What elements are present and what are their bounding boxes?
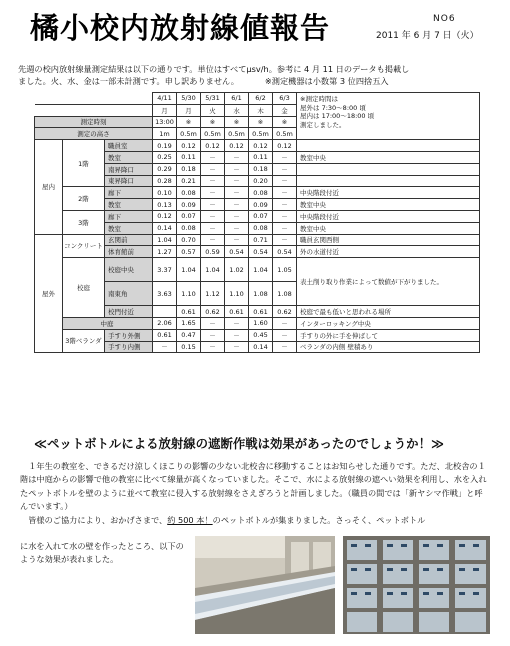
- outdoor-label: 屋外: [35, 234, 63, 353]
- value-cell: 0.19: [153, 140, 177, 152]
- value-cell: －: [225, 187, 249, 199]
- value-cell: 1.08: [273, 282, 297, 306]
- table-row: [35, 258, 480, 282]
- height-cell: 0.5m: [273, 128, 297, 140]
- value-cell: －: [273, 199, 297, 211]
- concrete-label: コンクリート: [63, 234, 105, 258]
- radiation-table: [34, 92, 480, 353]
- time-cell: 13:00: [153, 116, 177, 128]
- remark-cell: インターロッキング中央: [297, 317, 480, 329]
- bottle-shelf-image: [343, 536, 490, 634]
- height-label: 測定の高さ: [35, 128, 153, 140]
- value-cell: －: [225, 341, 249, 353]
- row-place-label: 手すり内側: [105, 341, 153, 353]
- bottle-wall-photo: [195, 536, 335, 634]
- value-cell: 1.05: [273, 258, 297, 282]
- schoolyard-label: 校庭: [63, 258, 105, 318]
- row-place-label: 校庭中央: [105, 258, 153, 282]
- date-cell: 6/1: [225, 93, 249, 105]
- article-closing: に水を入れて水の壁を作ったところ、以下のような効果が表れました。: [20, 541, 184, 565]
- remark-cell: [297, 163, 480, 175]
- value-cell: 0.20: [249, 175, 273, 187]
- remark-cell: 教室中央: [297, 151, 480, 163]
- remark-cell: 外の水道付近: [297, 246, 480, 258]
- value-cell: 0.08: [249, 222, 273, 234]
- value-cell: 0.07: [249, 210, 273, 222]
- weekday-cell: 月: [153, 104, 177, 116]
- date-cell: 6/2: [249, 93, 273, 105]
- value-cell: －: [225, 234, 249, 246]
- value-cell: 0.62: [201, 306, 225, 318]
- weekday-cell: 木: [249, 104, 273, 116]
- value-cell: －: [201, 234, 225, 246]
- value-cell: －: [225, 175, 249, 187]
- height-cell: 1m: [153, 128, 177, 140]
- value-cell: 0.08: [177, 222, 201, 234]
- value-cell: 0.10: [153, 187, 177, 199]
- value-cell: 0.07: [177, 210, 201, 222]
- table-row: [35, 187, 480, 199]
- floor-3-label: 3階: [63, 210, 105, 234]
- value-cell: －: [225, 163, 249, 175]
- value-cell: 0.14: [249, 341, 273, 353]
- date-cell: 5/31: [201, 93, 225, 105]
- value-cell: －: [273, 341, 297, 353]
- measurement-time-memo: ※測定時間は 屋外は 7:30～8:00 頃 屋内は 17:00～18:00 頃 測定しました。: [297, 93, 480, 140]
- value-cell: 1.27: [153, 246, 177, 258]
- value-cell: 0.47: [177, 329, 201, 341]
- date-row: [35, 93, 480, 105]
- remark-cell: 校庭で最も低いと思われる場所: [297, 306, 480, 318]
- row-place-label: 玄関前: [105, 234, 153, 246]
- value-cell: 0.70: [177, 234, 201, 246]
- value-cell: －: [201, 222, 225, 234]
- remark-cell: 手すりの外に手を伸ばして: [297, 329, 480, 341]
- remark-cell: 教室中央: [297, 222, 480, 234]
- value-cell: 0.25: [153, 151, 177, 163]
- row-place-label: 職員室: [105, 140, 153, 152]
- value-cell: 3.37: [153, 258, 177, 282]
- value-cell: 1.04: [201, 258, 225, 282]
- value-cell: 1.10: [177, 282, 201, 306]
- value-cell: －: [153, 341, 177, 353]
- value-cell: 0.12: [249, 140, 273, 152]
- row-place-label: 教室: [105, 199, 153, 211]
- time-cell: ※: [225, 116, 249, 128]
- remark-cell: 職員玄関西側: [297, 234, 480, 246]
- value-cell: 2.06: [153, 317, 177, 329]
- value-cell: －: [273, 163, 297, 175]
- value-cell: 0.61: [225, 306, 249, 318]
- article-paragraph-1: １年生の教室を、できるだけ涼しくほこりの影響の少ない北校舎に移動することはお知らせした通りです。ただ、北校舎の１階は中庭からの影響で他の教室に比べて線量が高くなっていました。そこで、水による放射線の遮へい効果を利用し、水を入れたペットボトルを壁のように並べて教室に侵入する放射線をさえぎろうと計画しました。（職員の間では「新ヤシマ作戦」と呼んでいます。）: [20, 461, 487, 512]
- remark-cell: 中央階段付近: [297, 187, 480, 199]
- value-cell: 1.65: [177, 317, 201, 329]
- table-row: [35, 140, 480, 152]
- row-place-label: 体育館前: [105, 246, 153, 258]
- table-row: [35, 317, 480, 329]
- value-cell: 0.45: [249, 329, 273, 341]
- remark-cell: 表土削り取り作業によって数値が下がりました。: [297, 258, 480, 306]
- row-place-label: 南東角: [105, 282, 153, 306]
- table-row: [35, 210, 480, 222]
- value-cell: 1.60: [249, 317, 273, 329]
- value-cell: －: [201, 317, 225, 329]
- value-cell: 0.11: [177, 151, 201, 163]
- value-cell: －: [273, 175, 297, 187]
- value-cell: 0.09: [249, 199, 273, 211]
- value-cell: 0.54: [225, 246, 249, 258]
- value-cell: 0.09: [177, 199, 201, 211]
- value-cell: －: [273, 222, 297, 234]
- value-cell: 0.18: [177, 163, 201, 175]
- value-cell: 0.29: [153, 163, 177, 175]
- value-cell: －: [225, 151, 249, 163]
- weekday-cell: 月: [177, 104, 201, 116]
- date-cell: 4/11: [153, 93, 177, 105]
- row-place-label: 廊下: [105, 187, 153, 199]
- intro-text: [18, 64, 492, 87]
- value-cell: －: [273, 329, 297, 341]
- intro-note: ※測定機器は小数第 3 位四捨五入: [264, 75, 389, 86]
- article-body: [20, 460, 490, 527]
- row-place-label: 教室: [105, 222, 153, 234]
- intro-line-2: ました。火、水、金は一部未計測です。申し訳ありません。: [18, 75, 239, 86]
- remark-cell: [297, 175, 480, 187]
- weekday-cell: 火: [201, 104, 225, 116]
- value-cell: －: [225, 222, 249, 234]
- value-cell: 0.61: [177, 306, 201, 318]
- value-cell: 0.57: [177, 246, 201, 258]
- value-cell: －: [273, 151, 297, 163]
- row-place-label: 校門付近: [105, 306, 153, 318]
- value-cell: 0.13: [153, 199, 177, 211]
- time-label: 測定時刻: [35, 116, 153, 128]
- value-cell: 0.14: [153, 222, 177, 234]
- row-place-label: 教室: [105, 151, 153, 163]
- value-cell: 0.15: [177, 341, 201, 353]
- time-cell: ※: [201, 116, 225, 128]
- value-cell: －: [273, 187, 297, 199]
- date-cell: 6/3: [273, 93, 297, 105]
- value-cell: 0.61: [249, 306, 273, 318]
- value-cell: －: [273, 210, 297, 222]
- value-cell: 1.12: [201, 282, 225, 306]
- remark-cell: ベランダの内側 壁積あり: [297, 341, 480, 353]
- value-cell: 0.54: [249, 246, 273, 258]
- value-cell: －: [201, 151, 225, 163]
- value-cell: 1.04: [177, 258, 201, 282]
- table-row: [35, 329, 480, 341]
- floor-1-label: 1階: [63, 140, 105, 187]
- value-cell: －: [201, 341, 225, 353]
- bottle-shelf-photo: [343, 536, 490, 634]
- row-place-label: 手すり外側: [105, 329, 153, 341]
- value-cell: 0.62: [273, 306, 297, 318]
- remark-cell: [297, 140, 480, 152]
- remark-cell: 中央階段付近: [297, 210, 480, 222]
- value-cell: 0.71: [249, 234, 273, 246]
- value-cell: －: [225, 199, 249, 211]
- value-cell: 1.04: [249, 258, 273, 282]
- height-cell: 0.5m: [225, 128, 249, 140]
- value-cell: [153, 306, 177, 318]
- value-cell: －: [273, 317, 297, 329]
- row-place-label: 中庭: [63, 317, 153, 329]
- value-cell: 0.59: [201, 246, 225, 258]
- weekday-cell: 金: [273, 104, 297, 116]
- article-paragraph-2: 皆様のご協力により、おかげさまで、約 500 本！のペットボトルが集まりました。さっそく、ペットボトル: [28, 514, 426, 525]
- date-cell: 5/30: [177, 93, 201, 105]
- row-place-label: 南昇降口: [105, 163, 153, 175]
- value-cell: 1.08: [249, 282, 273, 306]
- value-cell: 0.12: [273, 140, 297, 152]
- row-place-label: 東昇降口: [105, 175, 153, 187]
- height-cell: 0.5m: [177, 128, 201, 140]
- value-cell: 3.63: [153, 282, 177, 306]
- value-cell: －: [201, 210, 225, 222]
- value-cell: －: [225, 317, 249, 329]
- floor-2-label: 2階: [63, 187, 105, 211]
- issue-date: 2011 年 6 月 7 日（火）: [376, 31, 479, 41]
- value-cell: 0.11: [249, 151, 273, 163]
- value-cell: 0.12: [225, 140, 249, 152]
- value-cell: 0.08: [177, 187, 201, 199]
- time-cell: ※: [177, 116, 201, 128]
- section-headline: ≪ペットボトルによる放射線の遮断作戦は効果があったのでしょうか！≫: [34, 436, 444, 451]
- row-place-label: 廊下: [105, 210, 153, 222]
- bottle-wall-image: [195, 536, 335, 634]
- value-cell: 0.08: [249, 187, 273, 199]
- value-cell: －: [201, 175, 225, 187]
- height-cell: 0.5m: [201, 128, 225, 140]
- veranda-label: 3階ベランダ: [63, 329, 105, 353]
- indoor-label: 屋内: [35, 140, 63, 234]
- value-cell: 0.12: [177, 140, 201, 152]
- value-cell: 0.18: [249, 163, 273, 175]
- issue-number: NO6: [433, 14, 456, 24]
- table-row: [35, 234, 480, 246]
- weekday-cell: 水: [225, 104, 249, 116]
- value-cell: －: [201, 163, 225, 175]
- value-cell: －: [201, 329, 225, 341]
- bottle-count: 約 500 本！: [167, 514, 213, 525]
- value-cell: 1.02: [225, 258, 249, 282]
- value-cell: 0.61: [153, 329, 177, 341]
- value-cell: 0.12: [153, 210, 177, 222]
- value-cell: 1.10: [225, 282, 249, 306]
- height-cell: 0.5m: [249, 128, 273, 140]
- value-cell: 0.28: [153, 175, 177, 187]
- page-title: 橘小校内放射線値報告: [30, 11, 331, 45]
- value-cell: －: [225, 329, 249, 341]
- time-cell: ※: [273, 116, 297, 128]
- time-cell: ※: [249, 116, 273, 128]
- value-cell: －: [225, 210, 249, 222]
- value-cell: －: [201, 187, 225, 199]
- value-cell: －: [201, 199, 225, 211]
- value-cell: 0.12: [201, 140, 225, 152]
- intro-line-1: 先週の校内放射線量測定結果は以下の通りです。単位はすべてμsv/h。参考に 4 月 11 日のデータも掲載し: [18, 64, 410, 74]
- value-cell: 0.54: [273, 246, 297, 258]
- value-cell: 1.04: [153, 234, 177, 246]
- remark-cell: 教室中央: [297, 199, 480, 211]
- value-cell: 0.21: [177, 175, 201, 187]
- value-cell: －: [273, 234, 297, 246]
